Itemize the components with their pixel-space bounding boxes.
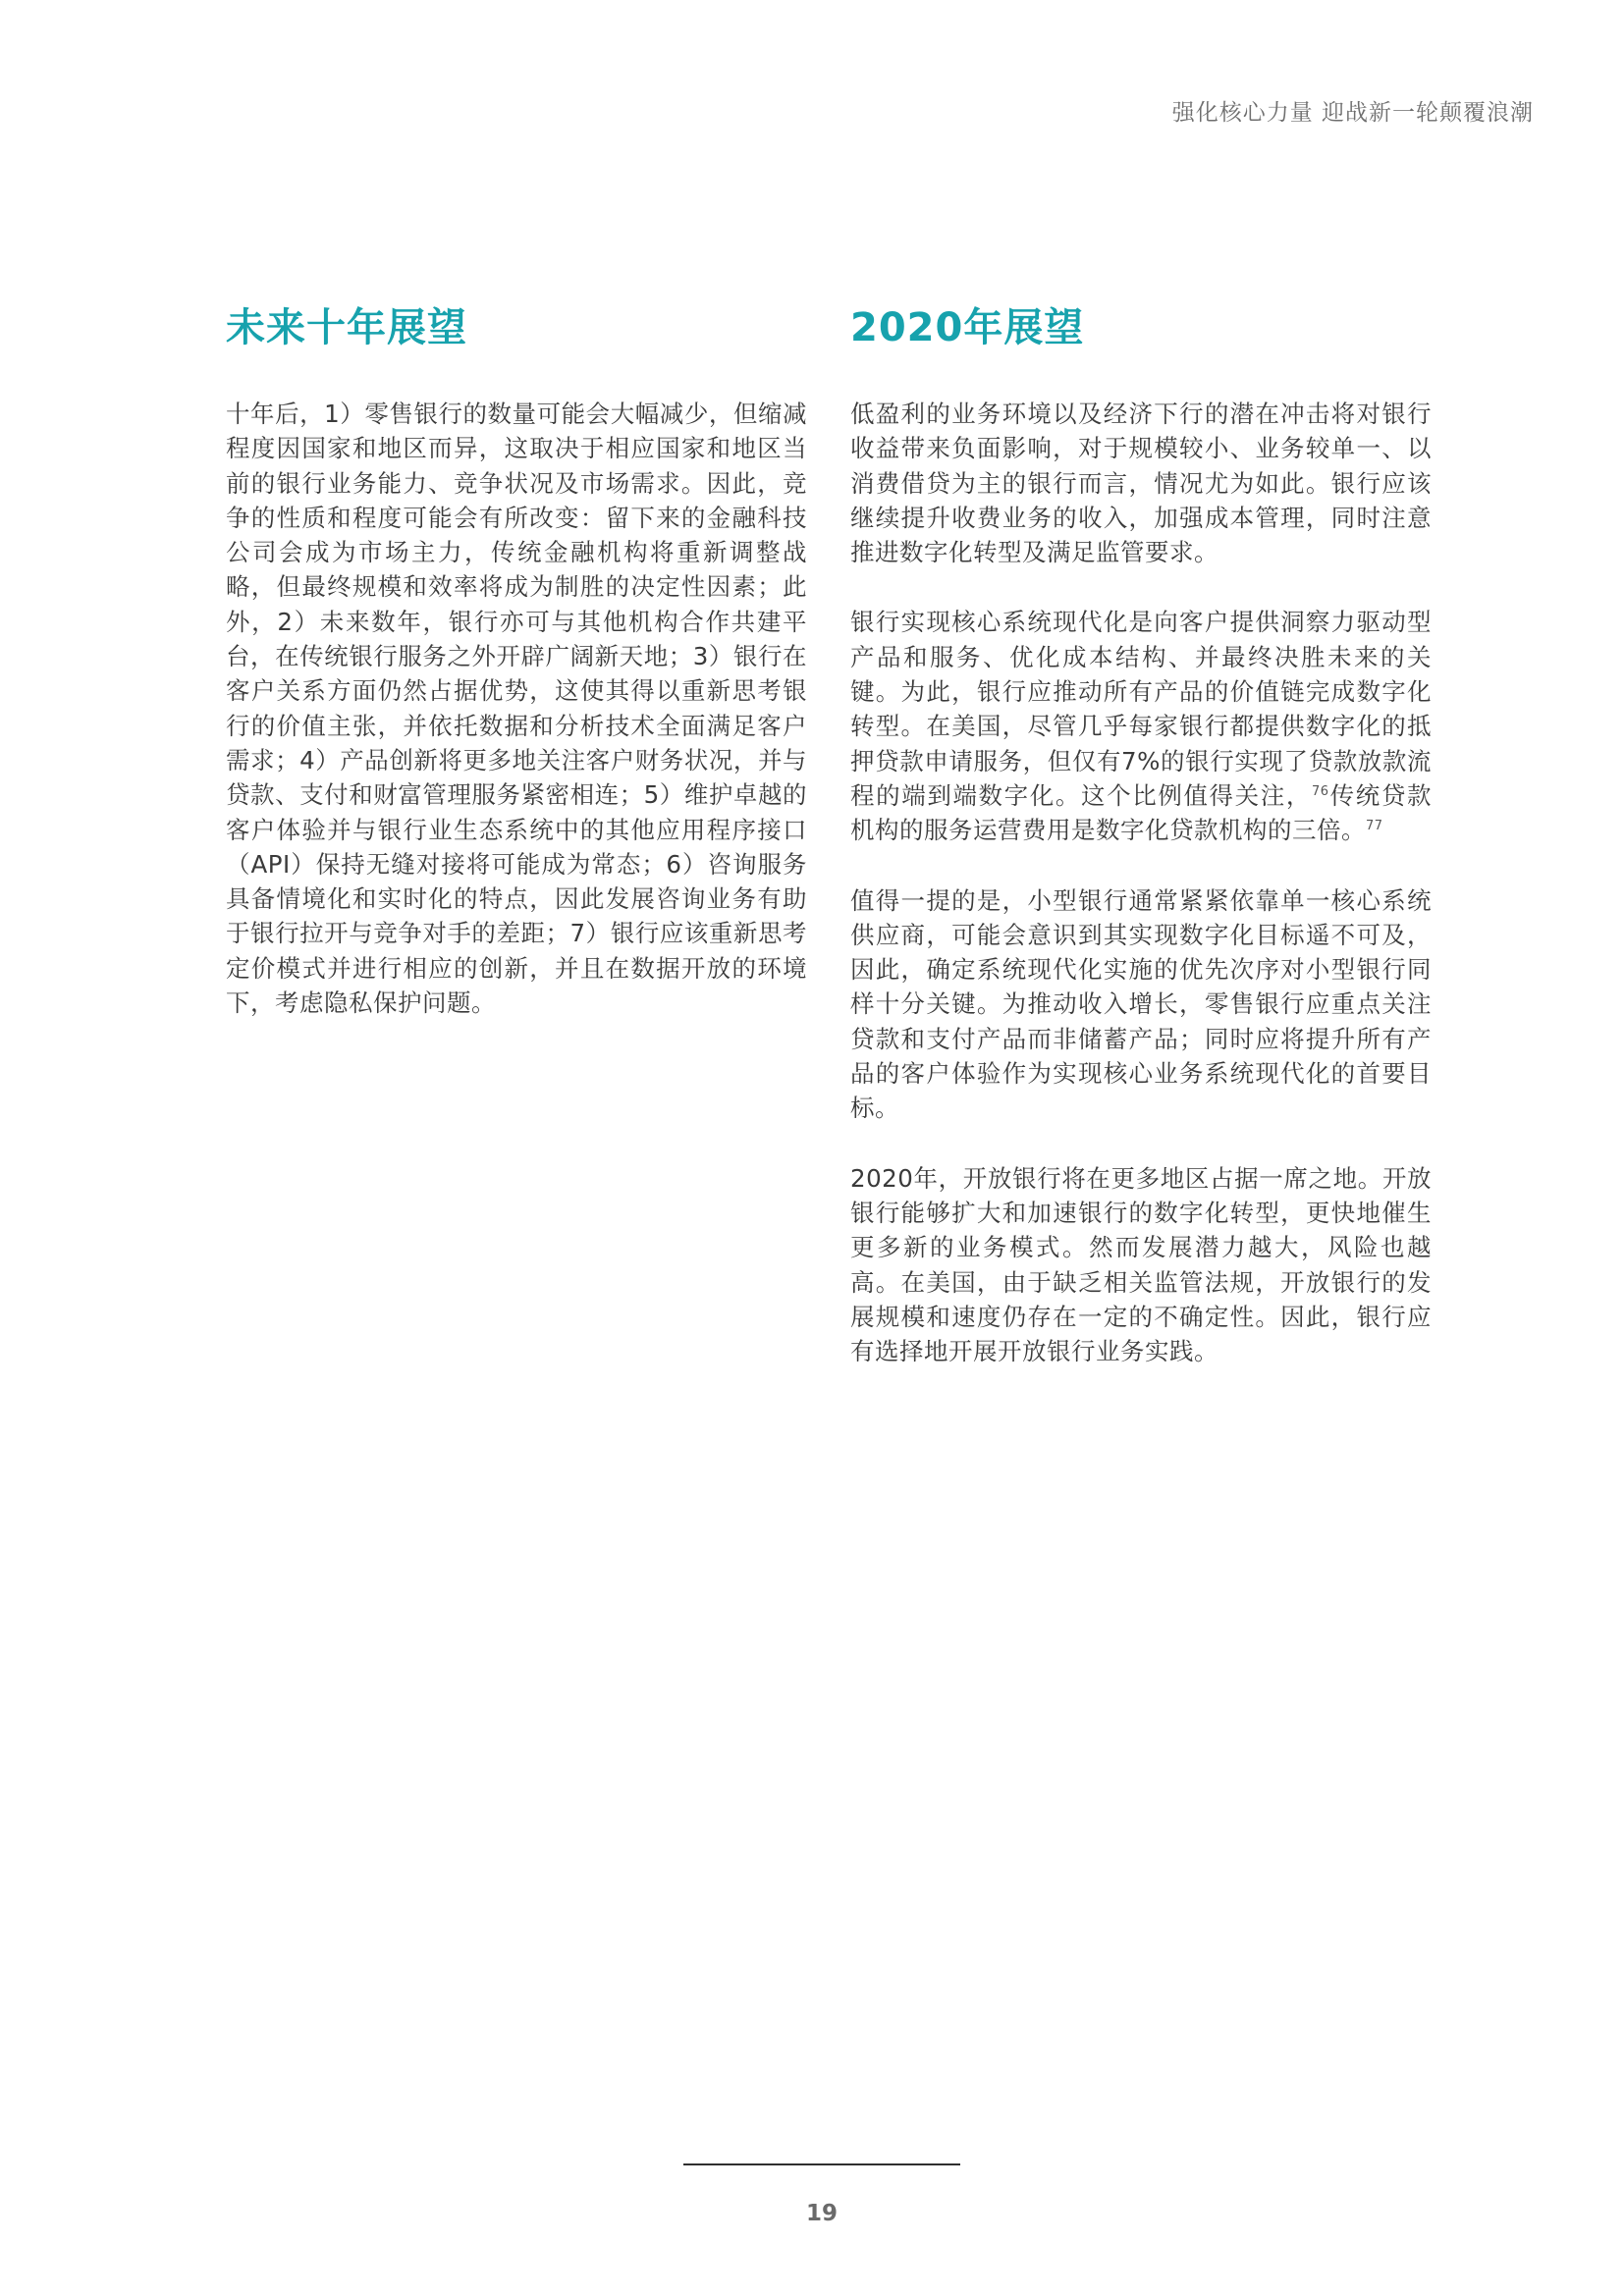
paragraph-with-footnotes <box>850 605 1432 847</box>
running-header-title: 强化核心力量 迎战新一轮颠覆浪潮 <box>1171 100 1534 126</box>
footnote-ref-76: 76 <box>1312 783 1329 799</box>
footnote-ref-77: 77 <box>1366 819 1383 834</box>
paragraph: 十年后，1）零售银行的数量可能会大幅减少，但缩减程度因国家和地区而异，这取决于相应国家和地区当前的银行业务能力、竞争状况及市场需求。因此，竞争的性质和程度可能会有所改变：留下来的金融科技公司会成为市场主力，传统金融机构将重新调整战略，但最终规模和效率将成为制胜的决定性因素；此外，2）未来数年，银行亦可与其他机构合作共建平台，在传统银行服务之外开辟广阔新天地；3）银行在客户关系方面仍然占据优势，这使其得以重新思考银行的价值主张，并依托数据和分析技术全面满足客户需求；4）产品创新将更多地关注客户财务状况，并与贷款、支付和财富管理服务紧密相连；5）维护卓越的客户体验并与银行业生态系统中的其他应用程序接口（API）保持无缝对接将可能成为常态；6）咨询服务具备情境化和实时化的特点，因此发展咨询业务有助于银行拉开与竞争对手的差距；7）银行应该重新思考定价模式并进行相应的创新，并且在数据开放的环境下，考虑隐私保护问题。 <box>226 400 807 1018</box>
page-number: 19 <box>805 2201 838 2226</box>
paragraph: 2020年，开放银行将在更多地区占据一席之地。开放银行能够扩大和加速银行的数字化转型，更快地催生更多新的业务模式。然而发展潜力越大，风险也越高。在美国，由于缺乏相关监管法规，开放银行的发展规模和速度仍存在一定的不确定性。因此，银行应有选择地开展开放银行业务实践。 <box>850 1163 1432 1366</box>
paragraph: 值得一提的是，小型银行通常紧紧依靠单一核心系统供应商，可能会意识到其实现数字化目标遥不可及，因此，确定系统现代化实施的优先次序对小型银行同样十分关键。为推动收入增长，零售银行应重点关注贷款和支付产品而非储蓄产品；同时应将提升所有产品的客户体验作为实现核心业务系统现代化的首要目标。 <box>850 885 1432 1123</box>
left-column <box>226 293 807 1055</box>
section-title-next-decade: 未来十年展望 <box>226 305 467 350</box>
paragraph-text: 传统贷款机构的服务运营费用是数字化贷款机构的三倍。 <box>850 780 1433 845</box>
paragraph-text: 银行实现核心系统现代化是向客户提供洞察力驱动型产品和服务、优化成本结构、并最终决胜未来的关键。为此，银行应推动所有产品的价值链完成数字化转型。在美国，尽管几乎每家银行都提供数字化的抵押贷款申请服务，但仅有7%的银行实现了贷款放款流程的端到端数字化。这个比例值得关注， <box>850 608 1432 810</box>
paragraph: 低盈利的业务环境以及经济下行的潜在冲击将对银行收益带来负面影响，对于规模较小、业务较单一、以消费借贷为主的银行而言，情况尤为如此。银行应该继续提升收费业务的收入，加强成本管理，同时注意推进数字化转型及满足监管要求。 <box>850 400 1432 567</box>
right-column <box>850 293 1432 1404</box>
footer-divider <box>683 2163 960 2165</box>
section-title-2020-outlook: 2020年展望 <box>850 305 1085 350</box>
